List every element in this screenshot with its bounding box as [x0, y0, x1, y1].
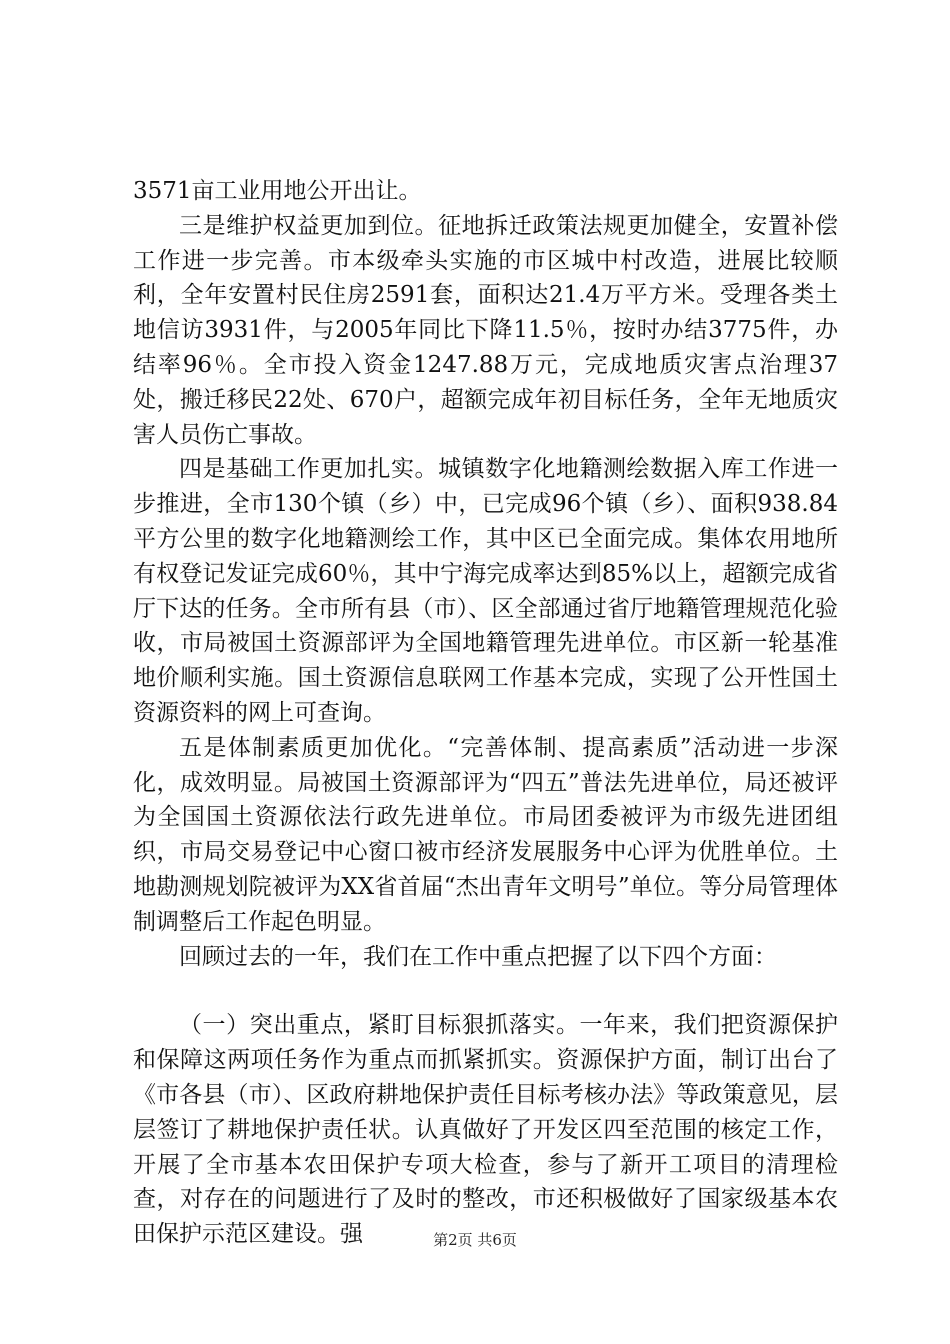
paragraph-review-intro: 回顾过去的一年，我们在工作中重点把握了以下四个方面：: [179, 943, 777, 970]
paragraph-section-one: （一）突出重点，紧盯目标狠抓落实。一年来，我们把资源保护和保障这两项任务作为重点而抓紧抓实。资源保护方面，制订出台了《市各县（市）、区政府耕地保护责任目标考核办法》等政策意见，层层签订了耕地保护责任状。认真做好了开发区四至范围的核定工作，开展了全市基本农田保护专项大检查，参与了新开工项目的清理检查，对存在的问题进行了及时的整改，市还积极做好了国家级基本农田保护示范区建设。强: [133, 1012, 838, 1248]
paragraph-system-quality: 五是体制素质更加优化。“完善体制、提高素质”活动进一步深化，成效明显。局被国土资源部评为“四五”普法先进单位，局还被评为全国国土资源依法行政先进单位。市局团委被评为市级先进团组织，市局交易登记中心窗口被市经济发展服务中心评为优胜单位。土地勘测规划院被评为XX省首届“杰出青年文明号”单位。等分局管理体制调整后工作起色明显。: [133, 734, 838, 935]
document-body: [133, 174, 838, 1252]
paragraph-basic-work: 四是基础工作更加扎实。城镇数字化地籍测绘数据入库工作进一步推进，全市130个镇（乡）中，已完成96个镇（乡）、面积938.84平方公里的数字化地籍测绘工作，其中区已全面完成。集体农用地所有权登记发证完成60％，其中宁海完成率达到85%以上，超额完成省厅下达的任务。全市所有县（市）、区全部通过省厅地籍管理规范化验收，市局被国土资源部评为全国地籍管理先进单位。市区新一轮基准地价顺利实施。国土资源信息联网工作基本完成，实现了公开性国土资源资料的网上可查询。: [133, 456, 838, 726]
paragraph-gap: [133, 974, 838, 1008]
paragraph-continuation: 3571亩工业用地公开出让。: [133, 178, 422, 204]
paragraph-rights-protection: 三是维护权益更加到位。征地拆迁政策法规更加健全，安置补偿工作进一步完善。市本级牵头实施的市区城中村改造，进展比较顺利，全年安置村民住房2591套，面积达21.4万平方米。受理各类土地信访3931件，与2005年同比下降11.5％，按时办结3775件，办结率96％。全市投入资金1247.88万元，完成地质灾害点治理37处，搬迁移民22处、670户，超额完成年初目标任务，全年无地质灾害人员伤亡事故。: [133, 212, 838, 448]
page-footer: 第2页 共6页: [433, 1231, 517, 1249]
